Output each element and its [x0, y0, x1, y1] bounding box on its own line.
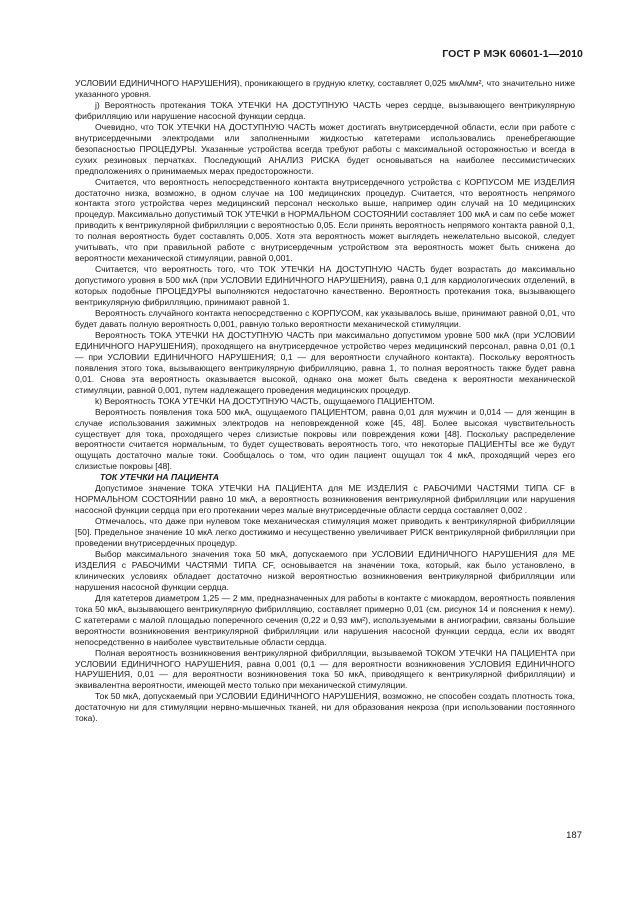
paragraph: Вероятность ТОКА УТЕЧКИ НА ДОСТУПНУЮ ЧАСТЬ при максимально допустимом уровне 500 мкА (при УСЛОВИИ ЕДИНИЧНОГО НАРУШЕНИЯ), проходящего на внутрисердечное устройство через медицинский персонал, равна 0,01 (0,1 — при УСЛОВИИ ЕДИНИЧНОГО НАРУШЕНИЯ; 0,1 — для вероятности случайного контакта). Поскольку вероятность появления этого тока, вызывающего вентрикулярную фибрилляцию, равна 1, то полная вероятность также будет равна 0,01. Снова эта вероятность оказывается высокой, однако она может быть сведена к вероятности механической стимуляции, равной 0,001, путем надлежащего проведения медицинских процедур. [75, 329, 575, 395]
paragraph: Полная вероятность возникновения вентрикулярной фибрилляции, вызываемой ТОКОМ УТЕЧКИ НА ПАЦИЕНТА при УСЛОВИИ ЕДИНИЧНОГО НАРУШЕНИЯ, равна 0,001 (0,1 — для вероятности возникновения УСЛОВИЯ ЕДИНИЧНОГО НАРУШЕНИЯ, 0,01 — для вероятности возникновения тока 50 мкА, приводящего к вентрикулярной фибрилляции) и эквивалентна вероятности, имеющей место только при механической стимуляции. [75, 647, 575, 691]
paragraph: Выбор максимального значения тока 50 мкА, допускаемого при УСЛОВИИ ЕДИНИЧНОГО НАРУШЕНИЯ для МЕ ИЗДЕЛИЯ с РАБОЧИМИ ЧАСТЯМИ ТИПА CF, основывается на значении тока, который, как было установлено, в клинических условиях обладает достаточно низкой вероятностью возникновения вентрикулярной фибрилляции или нарушения насосной функции сердца. [75, 548, 575, 592]
paragraph: Считается, что вероятность того, что ТОК УТЕЧКИ НА ДОСТУПНУЮ ЧАСТЬ будет возрастать до максимально допустимого уровня в 500 мкА (при УСЛОВИИ ЕДИНИЧНОГО НАРУШЕНИЯ), равна 0,1 для кардиологических отделений, в которых подобные ПРОЦЕДУРЫ выполняются недостаточно качественно. Вероятность протекания тока, вызывающего вентрикулярную фибрилляцию, принимают равной 1. [75, 264, 575, 308]
paragraph: Считается, что вероятность непосредственного контакта внутрисердечного устройства с КОРПУСОМ МЕ ИЗДЕЛИЯ достаточно низка, возможно, в одном случае на 100 медицинских процедур. Считается, что вероятность непрямого контакта этого устройства через медицинский персонал несколько выше, например один случай на 10 медицинских процедур. Максимально допустимый ТОК УТЕЧКИ в НОРМАЛЬНОМ СОСТОЯНИИ составляет 100 мкА и сам по себе может приводить к вентрикулярной фибрилляции с вероятностью 0,05. Если принять вероятность непрямого контакта равной 0,1, то полная вероятность будет составлять 0,005. Хотя эта вероятность может выглядеть нежелательно высокой, следует учитывать, что при правильной работе с внутрисердечным устройством эта вероятность может быть снижена до вероятности механической стимуляции, равной 0,001. [75, 176, 575, 264]
paragraph: Очевидно, что ТОК УТЕЧКИ НА ДОСТУПНУЮ ЧАСТЬ может достигать внутрисердечной области, если при работе с внутрисердечными электродами или заполненными жидкостью катетерами использовались пренебрегающие безопасностью ПРОЦЕДУРЫ. Указанные устройства всегда требуют работы с максимальной осторожностью и всегда в сухих резиновых перчатках. Последующий АНАЛИЗ РИСКА будет основываться на наиболее пессимистических предположениях о принимаемых мерах предосторожности. [75, 121, 575, 176]
paragraph: Допустимое значение ТОКА УТЕЧКИ НА ПАЦИЕНТА для МЕ ИЗДЕЛИЯ с РАБОЧИМИ ЧАСТЯМИ ТИПА CF в НОРМАЛЬНОМ СОСТОЯНИИ равно 10 мкА, а вероятность возникновения вентрикулярной фибрилляции или нарушения насосной функции сердца при его протекании через малые внутрисердечные области сердца составляет 0,002 . [75, 483, 575, 516]
paragraph: Ток 50 мкА, допускаемый при УСЛОВИИ ЕДИНИЧНОГО НАРУШЕНИЯ, возможно, не способен создать плотность тока, достаточную ни для стимуляции нервно-мышечных тканей, ни для образования некроза (при использовании постоянного тока). [75, 691, 575, 724]
paragraph: Вероятность появления тока 500 мкА, ощущаемого ПАЦИЕНТОМ, равна 0,01 для мужчин и 0,014 — для женщин в случае использования зажимных электродов на неповрежденной коже [45, 48]. Более высокая чувствительность существует для тока, проходящего через слизистые покровы или повреждения кожи [48]. Поскольку распределение вероятности считается нормальным, то будет существовать вероятность того, что некоторые ПАЦИЕНТЫ все же будут ощущать достаточно малые токи. Сообщалось о том, что один пациент ощущал ток 4 мкА, проходящий через его слизистые покровы [48]. [75, 406, 575, 472]
paragraph: j) Вероятность протекания ТОКА УТЕЧКИ НА ДОСТУПНУЮ ЧАСТЬ через сердце, вызывающего вентрикулярную фибрилляцию или нарушение насосной функции сердца. [75, 99, 575, 121]
paragraph: k) Вероятность ТОКА УТЕЧКИ НА ДОСТУПНУЮ ЧАСТЬ, ощущаемого ПАЦИЕНТОМ. [95, 395, 435, 406]
paragraph: Отмечалось, что даже при нулевом токе механическая стимуляция может приводить к вентрикулярной фибрилляции [50]. Предельное значение 10 мкА легко достижимо и несущественно увеличивает РИСК вентрикулярной фибрилляции при проведении внутрисердечных процедур. [75, 516, 575, 549]
page-number: 187 [566, 830, 582, 841]
standard-header: ГОСТ Р МЭК 60601-1—2010 [442, 48, 583, 60]
section-heading: ТОК УТЕЧКИ НА ПАЦИЕНТА [100, 472, 219, 483]
paragraph: УСЛОВИИ ЕДИНИЧНОГО НАРУШЕНИЯ), проникающего в грудную клетку, составляет 0,025 мкА/мм², что значительно ниже указанного уровня. [75, 78, 575, 99]
paragraph: Вероятность случайного контакта непосредственно с КОРПУСОМ, как указывалось выше, принимают равной 0,01, что будет давать полную вероятность 0,001, равную только вероятности механической стимуляции. [75, 308, 575, 329]
body-text [75, 78, 575, 724]
paragraph: Для катетеров диаметром 1,25 — 2 мм, предназначенных для работы в контакте с миокардом, вероятность появления тока 50 мкА, вызывающего вентрикулярную фибрилляцию, составляет примерно 0,01 (см. рисунок 14 и пояснения к нему). С катетерами с малой площадью поперечного сечения (0,22 и 0,93 мм²), используемыми в ангиографии, связаны большие вероятности возникновения вентрикулярной фибрилляции или нарушения насосной функции сердца, если их вводят непосредственно в наиболее чувствительные области сердца. [75, 592, 575, 647]
